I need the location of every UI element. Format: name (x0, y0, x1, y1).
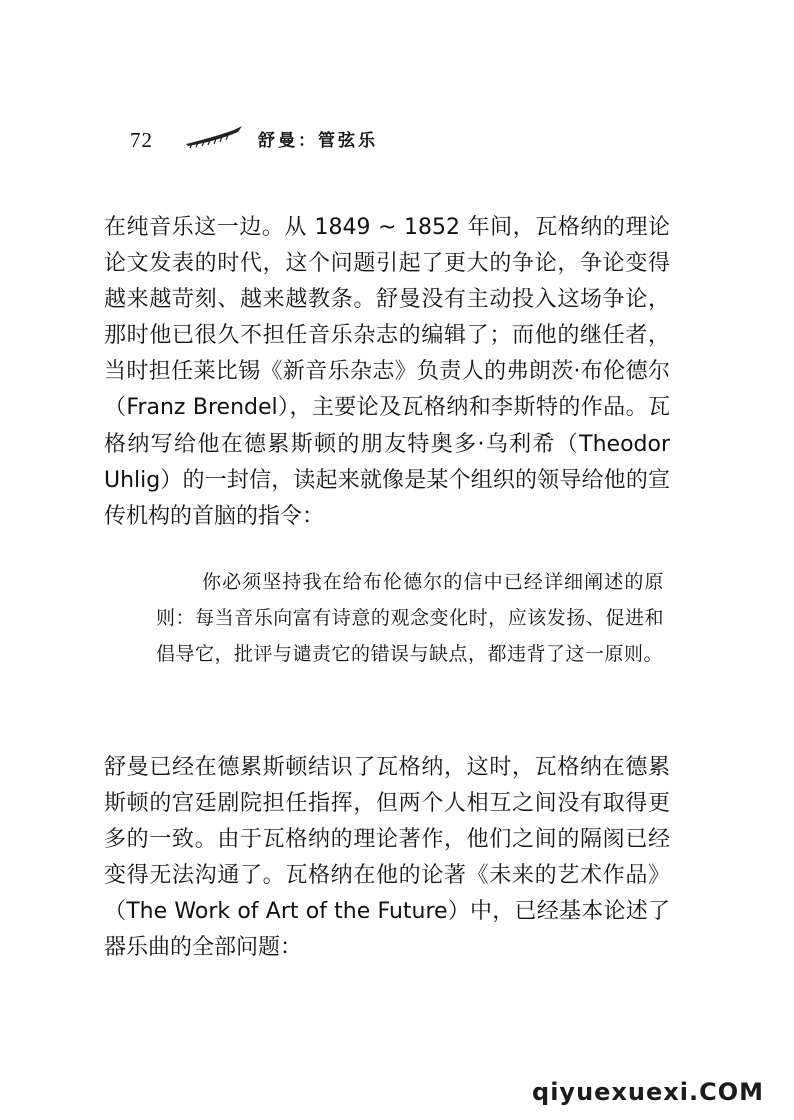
block-quote: 你必须坚持我在给布伦德尔的信中已经详细阐述的原则：每当音乐向富有诗意的观念变化时，应该发扬、促进和倡导它，批评与谴责它的错误与缺点，都违背了这一原则。 (156, 571, 664, 665)
page-number: 72 (130, 128, 153, 152)
site-watermark: qiyuexuexi.COM (532, 1078, 764, 1106)
quill-pen-icon (184, 124, 246, 150)
body-paragraph: 舒曼已经在德累斯顿结识了瓦格纳，这时，瓦格纳在德累斯顿的宫廷剧院担任指挥，但两个人相互之间没有取得更多的一致。由于瓦格纳的理论著作，他们之间的隔阂已经变得无法沟通了。瓦格纳在他的论著《未来的艺术作品》（The Work of Art of the Future）中，已经基本论述了器乐曲的全部问题： (104, 755, 670, 961)
running-title: 舒曼：管弦乐 (258, 131, 378, 151)
page-header (130, 124, 530, 156)
body-paragraph: 在纯音乐这一边。从 1849 ~ 1852 年间，瓦格纳的理论论文发表的时代，这个问题引起了更大的争论，争论变得越来越苛刻、越来越教条。舒曼没有主动投入这场争论，那时他已很久不担任音乐杂志的编辑了；而他的继任者，当时担任莱比锡《新音乐杂志》负责人的弗朗茨·布伦德尔（Franz Brendel），主要论及瓦格纳和李斯特的作品。瓦格纳写给他在德累斯顿的朋友特奥多·乌利希（Theodor Uhlig）的一封信，读起来就像是某个组织的领导给他的宣传机构的首脑的指令： (104, 215, 670, 529)
